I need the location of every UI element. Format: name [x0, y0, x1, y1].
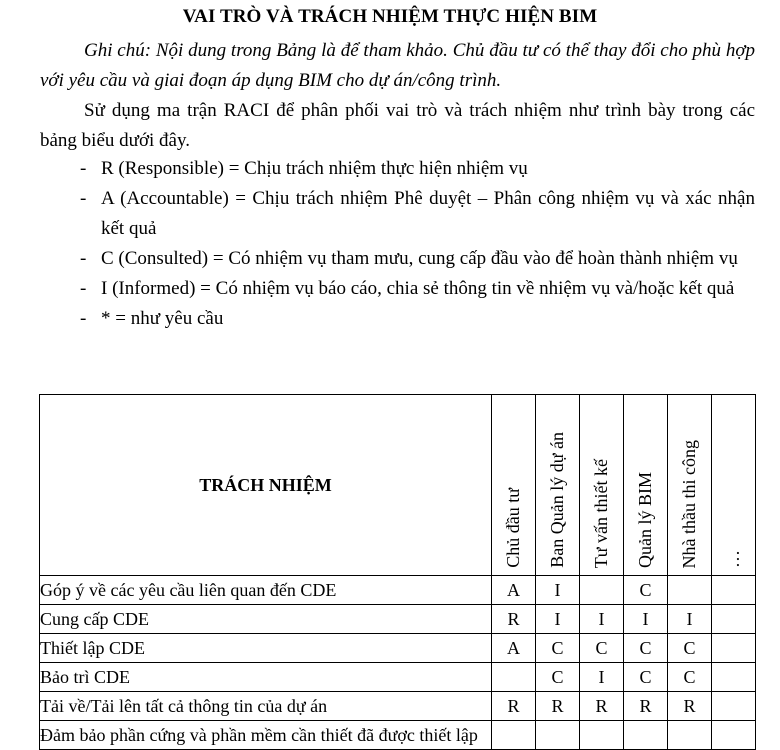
role-header-pmu [536, 395, 580, 576]
task-cell: Bảo trì CDE [40, 663, 492, 692]
bullet-dash: - [80, 278, 87, 299]
table-row [40, 634, 756, 663]
role-header-label: Nhà thầu thi công [679, 439, 699, 568]
table-row [40, 663, 756, 692]
responsibility-header: TRÁCH NHIỆM [40, 395, 492, 576]
note-paragraph: Ghi chú: Nội dung trong Bảng là để tham khảo. Chủ đầu tư có thể thay đổi cho phù hợp với yêu cầu và giai đoạn áp dụng BIM cho dự án/công trình. [40, 40, 755, 91]
role-header-label: Chủ đầu tư [503, 488, 523, 568]
role-header-more [712, 395, 756, 576]
raci-cell [668, 721, 712, 750]
raci-cell: R [492, 692, 536, 721]
raci-cell: I [668, 605, 712, 634]
raci-cell: R [580, 692, 624, 721]
raci-cell: R [492, 605, 536, 634]
list-item [80, 274, 755, 304]
bullet-text: * = như yêu cầu [101, 308, 224, 329]
raci-cell [624, 721, 668, 750]
raci-cell [712, 663, 756, 692]
role-header-label: Tư vấn thiết kế [591, 458, 611, 568]
raci-cell [536, 721, 580, 750]
raci-cell: C [624, 663, 668, 692]
list-item [80, 154, 755, 184]
raci-cell: C [624, 634, 668, 663]
raci-cell: R [624, 692, 668, 721]
task-cell: Cung cấp CDE [40, 605, 492, 634]
raci-cell [580, 576, 624, 605]
raci-cell [712, 721, 756, 750]
raci-cell [712, 605, 756, 634]
raci-cell: I [536, 576, 580, 605]
bullet-dash: - [80, 308, 87, 329]
raci-cell: A [492, 634, 536, 663]
raci-cell: I [580, 663, 624, 692]
raci-cell: R [536, 692, 580, 721]
raci-cell: I [536, 605, 580, 634]
raci-table [39, 394, 756, 750]
task-cell: Thiết lập CDE [40, 634, 492, 663]
table-row [40, 721, 756, 750]
bullet-text: R (Responsible) = Chịu trách nhiệm thực hiện nhiệm vụ [101, 158, 528, 179]
raci-cell: C [536, 634, 580, 663]
role-header-bim-manager [624, 395, 668, 576]
role-header-label: Quản lý BIM [635, 472, 655, 568]
bullet-text: I (Informed) = Có nhiệm vụ báo cáo, chia sẻ thông tin về nhiệm vụ và/hoặc kết quả [101, 278, 735, 299]
bullet-dash: - [80, 188, 87, 209]
role-header-designer [580, 395, 624, 576]
table-header-row [40, 395, 756, 576]
raci-cell: R [668, 692, 712, 721]
task-cell: Góp ý về các yêu cầu liên quan đến CDE [40, 576, 492, 605]
raci-cell: C [668, 634, 712, 663]
role-header-label: … [723, 550, 743, 568]
table-row [40, 692, 756, 721]
bullet-text: C (Consulted) = Có nhiệm vụ tham mưu, cung cấp đầu vào để hoàn thành nhiệm vụ [101, 248, 738, 269]
list-item [80, 184, 755, 244]
list-item [80, 304, 755, 334]
role-header-contractor [668, 395, 712, 576]
bullet-text: A (Accountable) = Chịu trách nhiệm Phê duyệt – Phân công nhiệm vụ và xác nhận kết quả [101, 188, 755, 239]
raci-cell: C [668, 663, 712, 692]
raci-cell [712, 692, 756, 721]
role-header-owner [492, 395, 536, 576]
raci-definition-list [80, 154, 755, 334]
raci-cell: I [624, 605, 668, 634]
raci-cell: C [580, 634, 624, 663]
raci-cell [712, 634, 756, 663]
raci-cell: A [492, 576, 536, 605]
bullet-dash: - [80, 158, 87, 179]
bullet-dash: - [80, 248, 87, 269]
raci-cell [712, 576, 756, 605]
raci-cell [580, 721, 624, 750]
raci-cell [492, 663, 536, 692]
task-cell: Tải về/Tải lên tất cả thông tin của dự án [40, 692, 492, 721]
task-cell: Đảm bảo phần cứng và phần mềm cần thiết đã được thiết lập [40, 721, 492, 750]
table-row [40, 605, 756, 634]
table-row [40, 576, 756, 605]
raci-cell: C [536, 663, 580, 692]
raci-cell: I [580, 605, 624, 634]
intro-paragraph: Sử dụng ma trận RACI để phân phối vai trò và trách nhiệm như trình bày trong các bảng biểu dưới đây. [40, 100, 755, 151]
raci-cell [668, 576, 712, 605]
raci-cell: C [624, 576, 668, 605]
role-header-label: Ban Quản lý dự án [547, 432, 567, 568]
list-item [80, 244, 755, 274]
raci-cell [492, 721, 536, 750]
document-title: VAI TRÒ VÀ TRÁCH NHIỆM THỰC HIỆN BIM [182, 6, 598, 27]
